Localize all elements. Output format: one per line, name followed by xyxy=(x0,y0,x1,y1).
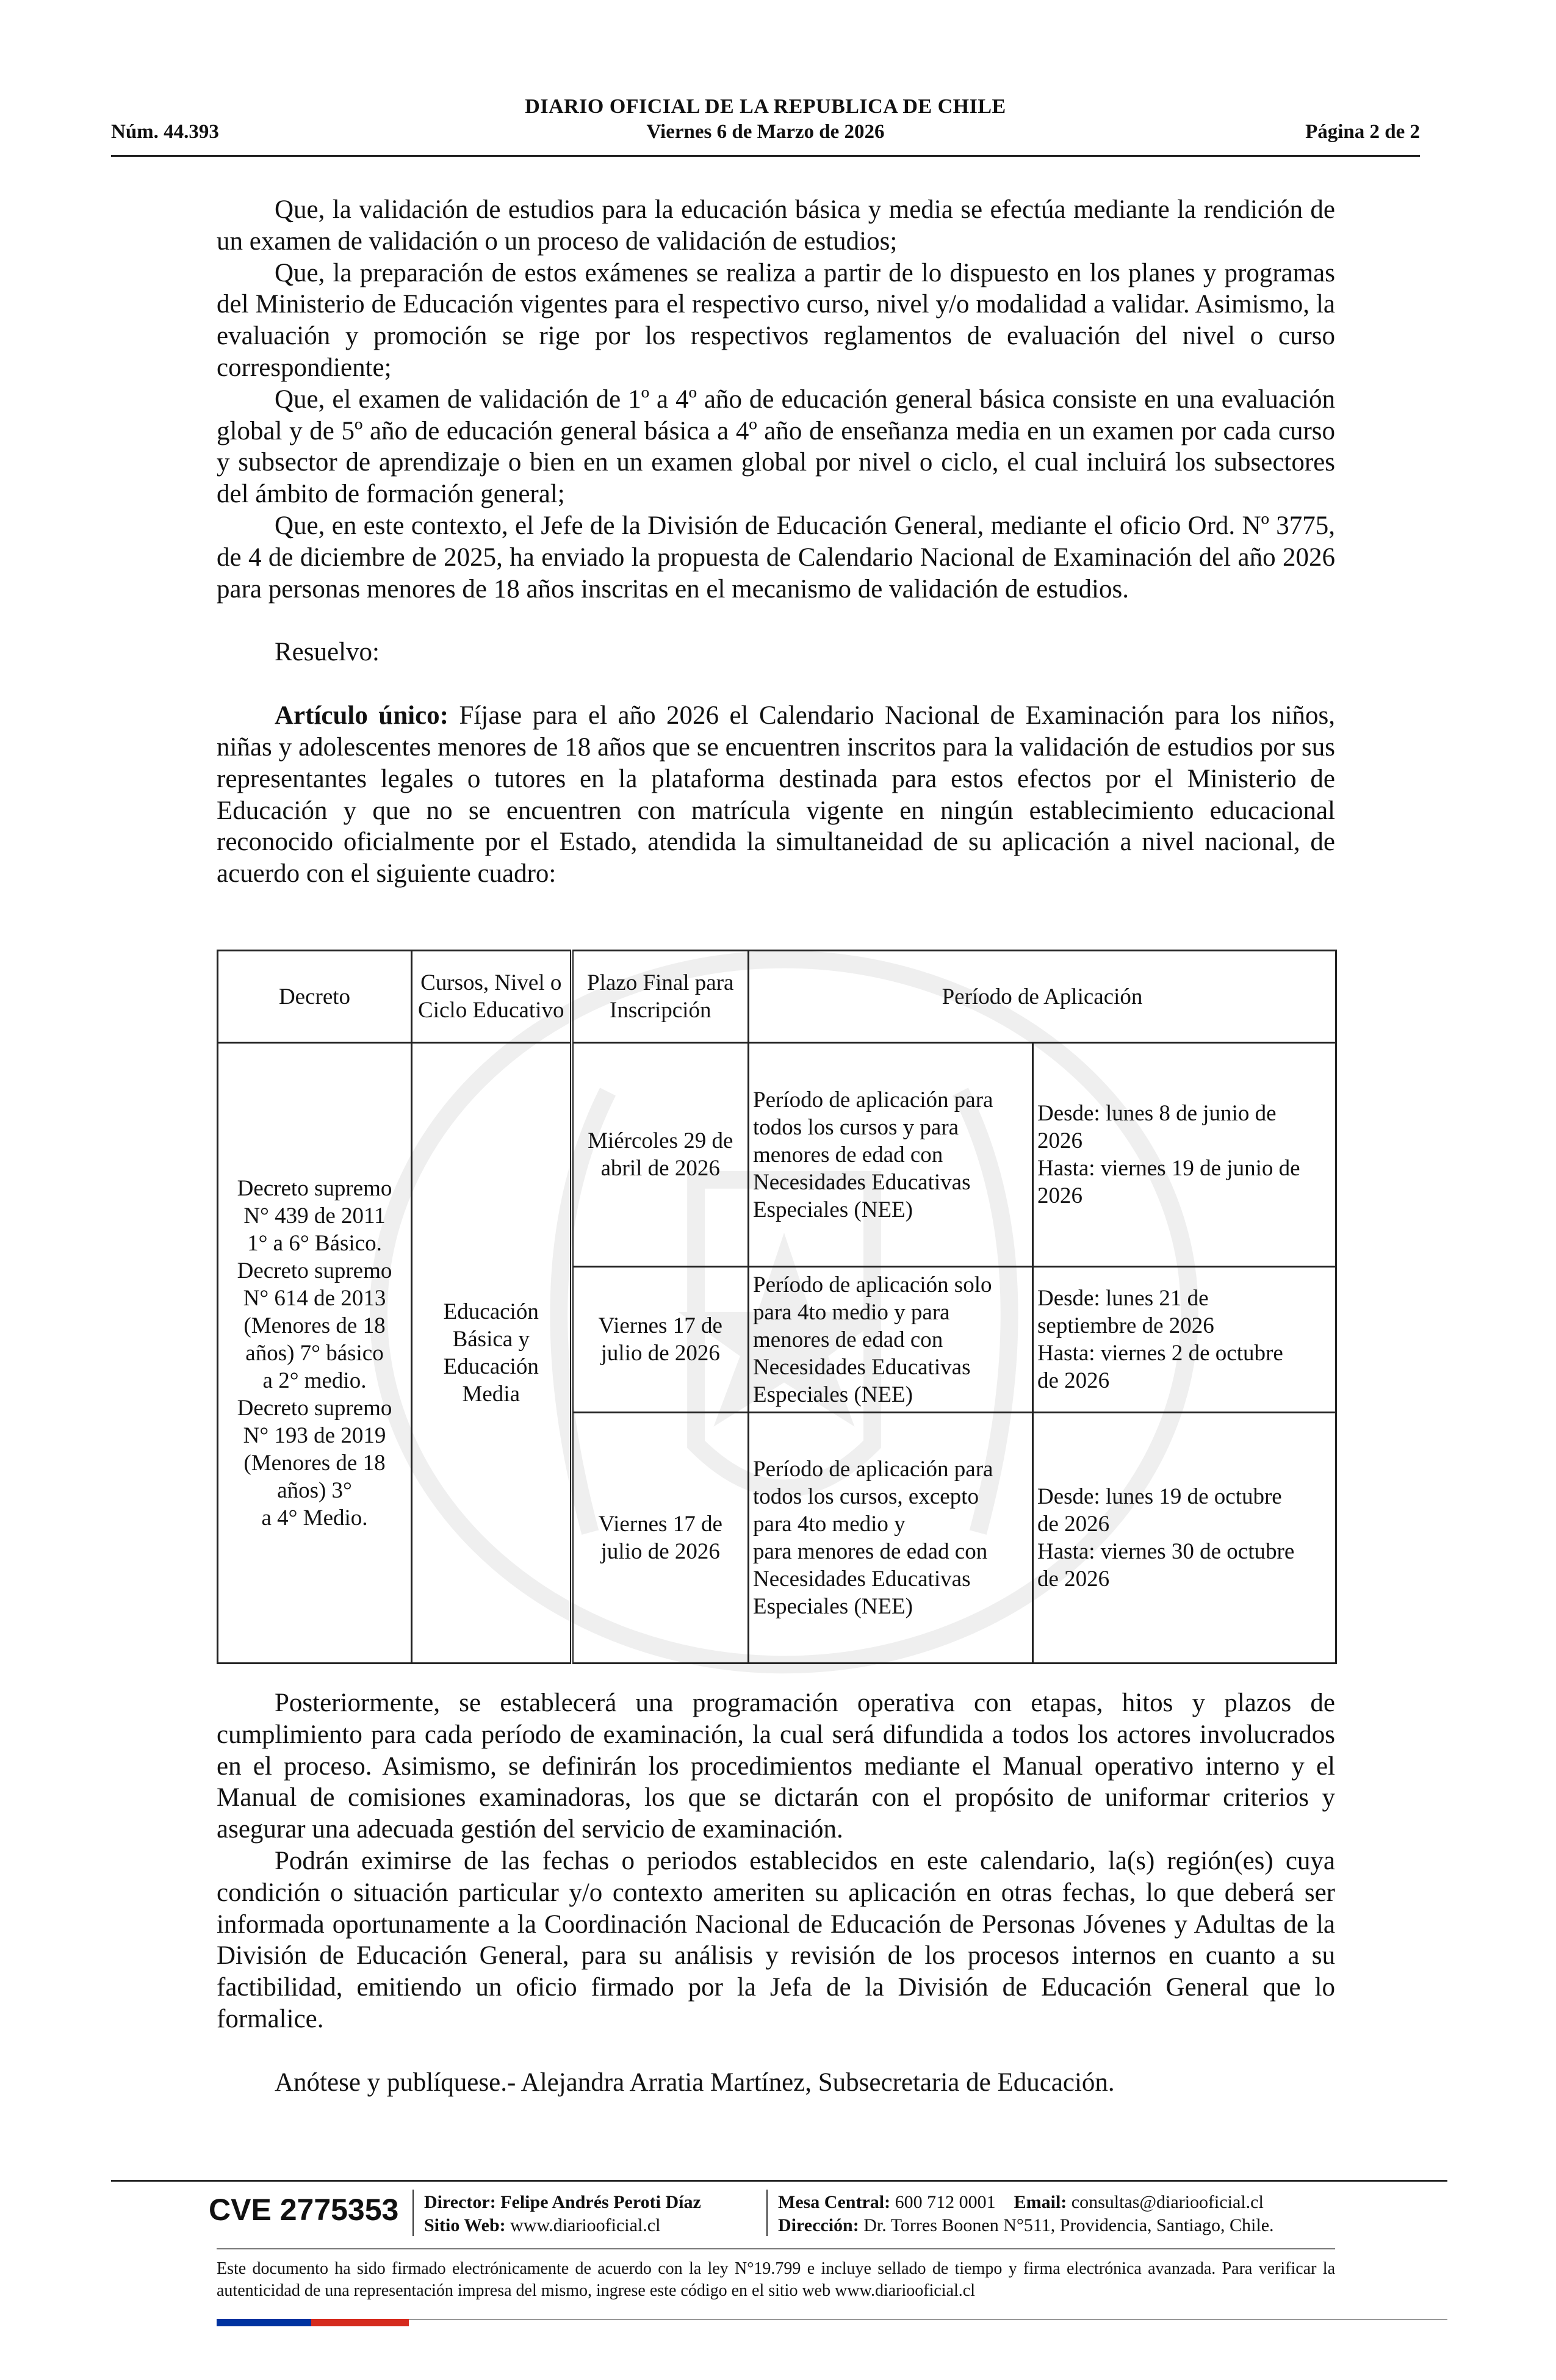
decreto-line: Decreto supremo xyxy=(237,1258,392,1283)
descripcion-line: Especiales (NEE) xyxy=(753,1197,913,1222)
issue-date: Viernes 6 de Marzo de 2026 xyxy=(646,121,885,143)
paragraph-2: Que, la preparación de estos exámenes se realiza a partir de lo dispuesto en los planes y programas del Ministerio de Educación vigentes para el respectivo curso, nivel y/o modalidad a validar. Asimismo, la evaluación y promoción se rige por los respectivos reglamentos de evaluación del nivel o curso correspondiente; xyxy=(217,258,1335,382)
descripcion-line: Período de aplicación para xyxy=(753,1087,993,1112)
plazo-cell xyxy=(572,1043,749,1267)
decreto-line: N° 193 de 2019 xyxy=(243,1423,386,1448)
plazo-cell xyxy=(572,1267,749,1413)
paragraph-5: Posteriormente, se establecerá una programación operativa con etapas, hitos y plazos de cumplimiento para cada período de examinación, la cual será difundida a todos los actores involucrados en el proceso. Asimismo, se definirán los procedimientos mediante el Manual operativo interno y el Manual de comisiones examinadoras, los que se dictarán con el propósito de uniformar criterios y asegurar una adecuada gestión del servicio de examinación. xyxy=(217,1689,1335,1844)
plazo-line: abril de 2026 xyxy=(600,1156,720,1181)
decreto-line: N° 439 de 2011 xyxy=(243,1203,386,1228)
decreto-line: Decreto supremo xyxy=(237,1395,392,1421)
mesa-phone: 600 712 0001 xyxy=(895,2192,996,2212)
flag-bar-blue xyxy=(217,2319,311,2326)
descripcion-cell xyxy=(749,1413,1033,1664)
decreto-cell xyxy=(218,1043,412,1664)
descripcion-line: Período de aplicación para xyxy=(753,1457,993,1482)
fechas-line: Desde: lunes 21 de xyxy=(1037,1286,1209,1311)
decreto-line: (Menores de 18 xyxy=(243,1313,386,1338)
issue-number: Núm. 44.393 xyxy=(111,121,219,143)
plazo-cell xyxy=(572,1413,749,1664)
cursos-line: Básica y xyxy=(452,1327,530,1352)
direccion-label: Dirección: xyxy=(778,2215,859,2235)
decreto-line: Decreto supremo xyxy=(237,1175,392,1201)
articulo-unico xyxy=(217,700,1335,890)
descripcion-line: menores de edad con xyxy=(753,1327,943,1352)
fechas-line: Hasta: viernes 30 de octubre xyxy=(1037,1539,1295,1564)
fechas-line: de 2026 xyxy=(1037,1567,1110,1592)
decreto-line: a 2° medio. xyxy=(262,1368,367,1393)
decreto-line: años) 3° xyxy=(277,1477,352,1503)
table-row xyxy=(218,1043,1336,1267)
fechas-line: septiembre de 2026 xyxy=(1037,1313,1214,1338)
descripcion-line: Necesidades Educativas xyxy=(753,1169,971,1195)
descripcion-cell xyxy=(749,1043,1033,1267)
closing-signature: Anótese y publíquese.- Alejandra Arratia Martínez, Subsecretaria de Educación. xyxy=(275,2068,1115,2097)
footer-director-block xyxy=(424,2191,701,2237)
decreto-line: N° 614 de 2013 xyxy=(243,1285,386,1311)
descripcion-line: Necesidades Educativas xyxy=(753,1354,971,1380)
paragraph-3: Que, el examen de validación de 1º a 4º año de educación general básica consiste en una evaluación global y de 5º año de educación general básica a 4º año de enseñanza media en un examen por cada curso y subsector de aprendizaje o bien en un examen global por nivel o ciclo, el cual incluirá los subsectores del ámbito de formación general; xyxy=(217,384,1335,509)
descripcion-line: para menores de edad con xyxy=(753,1539,988,1564)
header-plazo: Plazo Final para Inscripción xyxy=(572,951,749,1043)
cursos-line: Educación xyxy=(443,1354,539,1379)
plazo-line: Viernes 17 de xyxy=(598,1313,722,1338)
director-label: Director: xyxy=(424,2192,496,2212)
fechas-line: Desde: lunes 8 de junio de xyxy=(1037,1101,1277,1126)
fechas-cell xyxy=(1033,1413,1336,1664)
descripcion-line: Especiales (NEE) xyxy=(753,1594,913,1619)
fechas-line: 2026 xyxy=(1037,1128,1082,1153)
decreto-line: 1° a 6° Básico. xyxy=(247,1230,382,1256)
newspaper-title: DIARIO OFICIAL DE LA REPUBLICA DE CHILE xyxy=(525,95,1006,118)
cursos-line: Educación xyxy=(443,1299,539,1324)
page-number: Página 2 de 2 xyxy=(1305,121,1420,143)
decreto-line: a 4° Medio. xyxy=(261,1505,368,1531)
header-decreto: Decreto xyxy=(218,951,412,1043)
plazo-line: Miércoles 29 de xyxy=(588,1128,733,1153)
fechas-line: de 2026 xyxy=(1037,1512,1110,1537)
descripcion-cell xyxy=(749,1267,1033,1413)
legal-notice: Este documento ha sido firmado electrónicamente de acuerdo con la ley N°19.799 e incluye sellado de tiempo y firma electrónica avanzada. Para verificar la autenticidad de una representación impresa del mismo, ingrese este código en el sitio web www.diariooficial.cl xyxy=(217,2259,1335,2300)
footer-rule-mid xyxy=(217,2248,1335,2249)
paragraph-1: Que, la validación de estudios para la educación básica y media se efectúa mediante la rendición de un examen de validación o un proceso de validación de estudios; xyxy=(217,195,1335,256)
fechas-line: de 2026 xyxy=(1037,1368,1110,1393)
footer-separator xyxy=(766,2190,768,2236)
footer-rule-top xyxy=(111,2180,1447,2182)
sitio-link[interactable]: www.diariooficial.cl xyxy=(510,2215,661,2235)
body-lower xyxy=(217,1687,1335,2099)
cve-code: CVE 2775353 xyxy=(209,2193,399,2227)
director-name: Felipe Andrés Peroti Díaz xyxy=(500,2192,701,2212)
descripcion-line: todos los cursos, excepto xyxy=(753,1484,979,1509)
descripcion-line: Período de aplicación solo xyxy=(753,1272,992,1297)
fechas-line: Hasta: viernes 19 de junio de xyxy=(1037,1156,1300,1181)
plazo-line: julio de 2026 xyxy=(600,1539,720,1564)
sitio-label: Sitio Web: xyxy=(424,2215,506,2235)
decreto-line: años) 7° básico xyxy=(245,1340,384,1366)
footer-separator xyxy=(412,2190,414,2236)
direccion-text: Dr. Torres Boonen N°511, Providencia, Santiago, Chile. xyxy=(863,2215,1274,2235)
plazo-line: julio de 2026 xyxy=(600,1341,720,1366)
footer-contact-block xyxy=(778,2191,1274,2237)
articulo-text: Fíjase para el año 2026 el Calendario Nacional de Examinación para los niños, niñas y adolescentes menores de 18 años que se encuentren inscritos para la validación de estudios por sus representantes legales o tutores en la plataforma destinada para estos efectos por el Ministerio de Educación y que no se encuentren con matrícula vigente en ningún establecimiento educacional reconocido oficialmente por el Estado, atendida la simultaneidad de su aplicación a nivel nacional, de acuerdo con el siguiente cuadro: xyxy=(217,701,1335,889)
articulo-label: Artículo único: xyxy=(275,701,448,730)
paragraph-6: Podrán eximirse de las fechas o periodos establecidos en este calendario, la(s) región(es) cuya condición o situación particular y/o contexto ameriten su aplicación en otras fechas, lo que deberá ser informada oportunamente a la Coordinación Nacional de Educación de Personas Jóvenes y Adultas de la División de Educación General, para su análisis y revisión de los procesos internos en cuanto a su factibilidad, emitiendo un oficio firmado por la Jefa de la División de Educación General que lo formalice. xyxy=(217,1846,1335,2033)
descripcion-line: todos los cursos y para xyxy=(753,1114,959,1140)
cursos-cell xyxy=(412,1043,572,1664)
mesa-label: Mesa Central: xyxy=(778,2192,891,2212)
header-cursos: Cursos, Nivel o Ciclo Educativo xyxy=(412,951,572,1043)
fechas-line: Desde: lunes 19 de octubre xyxy=(1037,1484,1282,1509)
paragraph-4: Que, en este contexto, el Jefe de la División de Educación General, mediante el oficio Ord. Nº 3775, de 4 de diciembre de 2025, ha enviado la propuesta de Calendario Nacional de Examinación del año 2026 para personas menores de 18 años inscritas en el mecanismo de validación de estudios. xyxy=(217,511,1335,604)
fechas-cell xyxy=(1033,1043,1336,1267)
plazo-line: Viernes 17 de xyxy=(598,1512,722,1537)
body-upper xyxy=(217,194,1335,890)
descripcion-line: para 4to medio y para xyxy=(753,1299,950,1325)
email-label: Email: xyxy=(1014,2192,1067,2212)
descripcion-line: Necesidades Educativas xyxy=(753,1567,971,1592)
fechas-cell xyxy=(1033,1267,1336,1413)
calendar-table xyxy=(217,950,1337,1664)
resuelvo: Resuelvo: xyxy=(275,638,380,667)
descripcion-line: menores de edad con xyxy=(753,1142,943,1167)
table-header-row xyxy=(218,951,1336,1043)
decreto-line: (Menores de 18 xyxy=(243,1450,386,1476)
descripcion-line: Especiales (NEE) xyxy=(753,1382,913,1407)
flag-bar-red xyxy=(311,2319,409,2326)
fechas-line: Hasta: viernes 2 de octubre xyxy=(1037,1341,1283,1366)
cursos-line: Media xyxy=(462,1382,520,1407)
fechas-line: 2026 xyxy=(1037,1183,1082,1208)
page-header xyxy=(111,92,1420,157)
descripcion-line: para 4to medio y xyxy=(753,1512,906,1537)
header-periodo: Período de Aplicación xyxy=(749,951,1336,1043)
email-link[interactable]: consultas@diariooficial.cl xyxy=(1071,2192,1264,2212)
